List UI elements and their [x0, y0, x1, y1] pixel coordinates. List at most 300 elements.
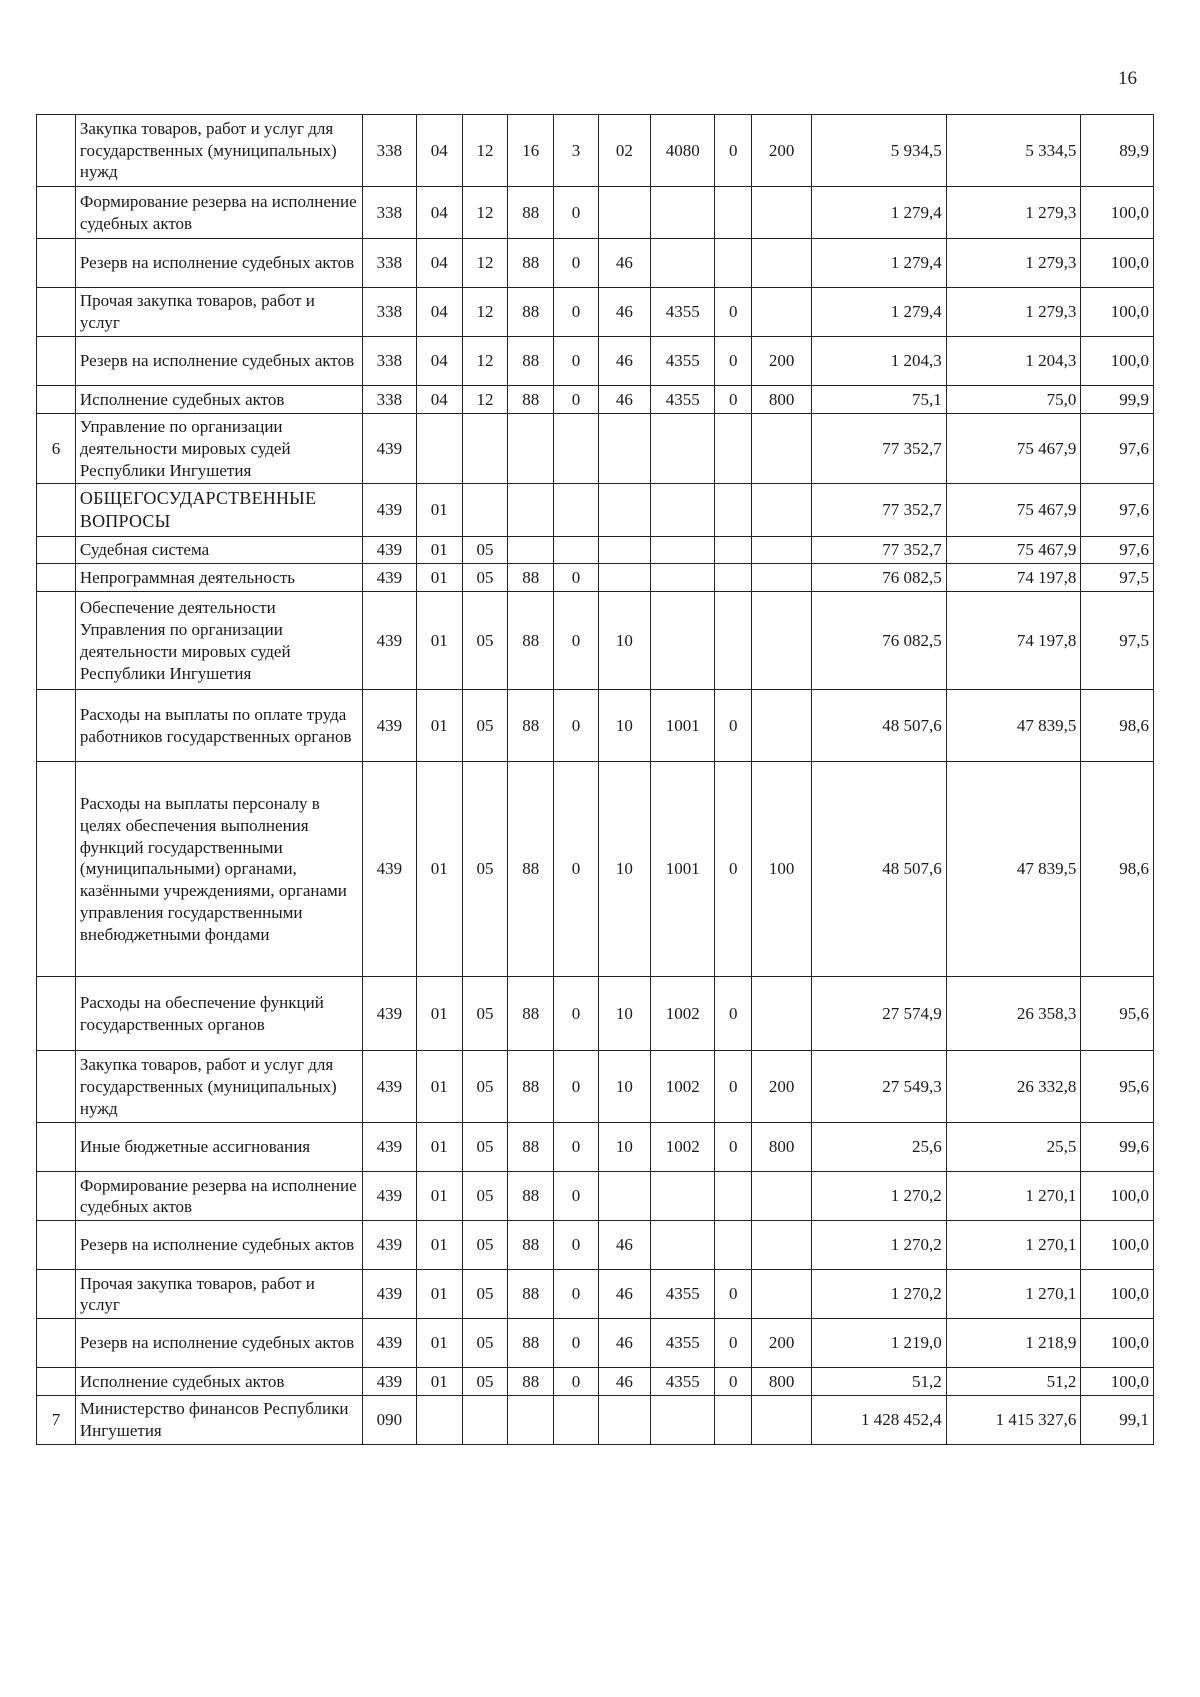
row-number — [37, 592, 76, 690]
row-number — [37, 1319, 76, 1368]
actual-amount: 1 279,3 — [946, 239, 1081, 288]
code-section — [416, 414, 462, 484]
planned-amount: 1 279,4 — [812, 187, 947, 239]
code-subprogram — [554, 1396, 598, 1445]
code-direction — [651, 239, 715, 288]
table-row — [37, 762, 1154, 977]
actual-amount: 26 332,8 — [946, 1051, 1081, 1123]
actual-amount: 74 197,8 — [946, 564, 1081, 592]
actual-amount: 1 270,1 — [946, 1221, 1081, 1270]
code-subsection: 05 — [462, 1172, 507, 1221]
actual-amount: 47 839,5 — [946, 762, 1081, 977]
code-expense-type — [752, 484, 812, 537]
actual-amount: 1 415 327,6 — [946, 1396, 1081, 1445]
item-name: Резерв на исполнение судебных актов — [75, 1221, 362, 1270]
table-row — [37, 1172, 1154, 1221]
code-chapter: 439 — [363, 1368, 417, 1396]
code-subprogram — [554, 484, 598, 537]
execution-percent: 98,6 — [1081, 762, 1154, 977]
code-activity: 10 — [598, 690, 651, 762]
code-chapter: 090 — [363, 1396, 417, 1445]
code-subsection: 05 — [462, 690, 507, 762]
code-expense-type — [752, 564, 812, 592]
table-row — [37, 690, 1154, 762]
code-expense-type — [752, 414, 812, 484]
code-subprogram: 0 — [554, 762, 598, 977]
actual-amount: 1 270,1 — [946, 1172, 1081, 1221]
code-program: 88 — [508, 1319, 554, 1368]
actual-amount: 75 467,9 — [946, 537, 1081, 564]
planned-amount: 51,2 — [812, 1368, 947, 1396]
code-program: 88 — [508, 386, 554, 414]
execution-percent: 100,0 — [1081, 1319, 1154, 1368]
planned-amount: 27 549,3 — [812, 1051, 947, 1123]
code-sub-direction — [715, 1221, 752, 1270]
table-row — [37, 977, 1154, 1051]
code-expense-type: 200 — [752, 337, 812, 386]
planned-amount: 1 279,4 — [812, 288, 947, 337]
table-row — [37, 1221, 1154, 1270]
code-expense-type — [752, 537, 812, 564]
execution-percent: 97,6 — [1081, 484, 1154, 537]
code-section: 04 — [416, 337, 462, 386]
code-section: 04 — [416, 288, 462, 337]
execution-percent: 99,1 — [1081, 1396, 1154, 1445]
planned-amount: 1 270,2 — [812, 1270, 947, 1319]
code-expense-type: 200 — [752, 115, 812, 187]
code-activity: 46 — [598, 1221, 651, 1270]
code-sub-direction: 0 — [715, 1319, 752, 1368]
code-subsection: 05 — [462, 1123, 507, 1172]
code-expense-type — [752, 690, 812, 762]
planned-amount: 5 934,5 — [812, 115, 947, 187]
item-name: Исполнение судебных актов — [75, 1368, 362, 1396]
code-direction: 4355 — [651, 337, 715, 386]
actual-amount: 75 467,9 — [946, 414, 1081, 484]
code-activity: 10 — [598, 1051, 651, 1123]
code-subprogram: 0 — [554, 1123, 598, 1172]
table-row — [37, 1368, 1154, 1396]
code-program: 88 — [508, 762, 554, 977]
code-section: 01 — [416, 564, 462, 592]
code-section: 04 — [416, 115, 462, 187]
code-sub-direction: 0 — [715, 288, 752, 337]
code-direction: 4080 — [651, 115, 715, 187]
code-chapter: 439 — [363, 1221, 417, 1270]
code-chapter: 439 — [363, 977, 417, 1051]
execution-percent: 99,9 — [1081, 386, 1154, 414]
code-direction: 4355 — [651, 1368, 715, 1396]
code-activity: 10 — [598, 1123, 651, 1172]
actual-amount: 1 279,3 — [946, 187, 1081, 239]
code-activity — [598, 1172, 651, 1221]
table-row — [37, 414, 1154, 484]
code-section: 01 — [416, 1319, 462, 1368]
execution-percent: 100,0 — [1081, 337, 1154, 386]
row-number — [37, 187, 76, 239]
code-subsection: 05 — [462, 1270, 507, 1319]
code-direction — [651, 414, 715, 484]
planned-amount: 1 270,2 — [812, 1221, 947, 1270]
code-expense-type — [752, 1172, 812, 1221]
actual-amount: 25,5 — [946, 1123, 1081, 1172]
code-program: 88 — [508, 690, 554, 762]
item-name: Резерв на исполнение судебных актов — [75, 1319, 362, 1368]
actual-amount: 51,2 — [946, 1368, 1081, 1396]
code-chapter: 439 — [363, 1270, 417, 1319]
code-sub-direction: 0 — [715, 1051, 752, 1123]
item-name: Управление по организации деятельности мировых судей Республики Ингушетия — [75, 414, 362, 484]
code-direction: 1002 — [651, 977, 715, 1051]
code-chapter: 338 — [363, 386, 417, 414]
item-name: Резерв на исполнение судебных актов — [75, 239, 362, 288]
code-activity — [598, 564, 651, 592]
code-subsection: 12 — [462, 288, 507, 337]
code-direction: 4355 — [651, 1270, 715, 1319]
code-activity — [598, 187, 651, 239]
execution-percent: 95,6 — [1081, 977, 1154, 1051]
code-chapter: 338 — [363, 337, 417, 386]
execution-percent: 100,0 — [1081, 239, 1154, 288]
code-chapter: 439 — [363, 592, 417, 690]
code-section: 01 — [416, 537, 462, 564]
code-activity: 46 — [598, 1270, 651, 1319]
row-number — [37, 1051, 76, 1123]
code-direction: 4355 — [651, 288, 715, 337]
code-direction — [651, 1172, 715, 1221]
row-number — [37, 977, 76, 1051]
code-section: 01 — [416, 1270, 462, 1319]
code-chapter: 338 — [363, 115, 417, 187]
table-body — [37, 115, 1154, 1445]
code-program: 88 — [508, 1221, 554, 1270]
code-subsection: 05 — [462, 564, 507, 592]
item-name: Расходы на обеспечение функций государственных органов — [75, 977, 362, 1051]
item-name: ОБЩЕГОСУДАРСТВЕННЫЕ ВОПРОСЫ — [75, 484, 362, 537]
table-row — [37, 592, 1154, 690]
row-number — [37, 564, 76, 592]
code-sub-direction: 0 — [715, 1368, 752, 1396]
code-sub-direction — [715, 187, 752, 239]
code-activity: 46 — [598, 386, 651, 414]
row-number — [37, 762, 76, 977]
code-activity: 46 — [598, 239, 651, 288]
code-direction — [651, 1221, 715, 1270]
code-direction — [651, 537, 715, 564]
code-subprogram: 0 — [554, 187, 598, 239]
row-number — [37, 115, 76, 187]
code-subprogram: 0 — [554, 288, 598, 337]
code-direction: 1002 — [651, 1123, 715, 1172]
code-subsection: 05 — [462, 762, 507, 977]
table-row — [37, 1270, 1154, 1319]
code-direction: 4355 — [651, 1319, 715, 1368]
code-section: 01 — [416, 1221, 462, 1270]
row-number: 7 — [37, 1396, 76, 1445]
code-chapter: 439 — [363, 484, 417, 537]
execution-percent: 100,0 — [1081, 1221, 1154, 1270]
code-subprogram: 0 — [554, 1172, 598, 1221]
code-expense-type — [752, 288, 812, 337]
code-chapter: 338 — [363, 239, 417, 288]
actual-amount: 26 358,3 — [946, 977, 1081, 1051]
code-chapter: 439 — [363, 690, 417, 762]
code-direction — [651, 187, 715, 239]
table-row — [37, 337, 1154, 386]
execution-percent: 100,0 — [1081, 1270, 1154, 1319]
code-expense-type: 800 — [752, 386, 812, 414]
code-section: 01 — [416, 690, 462, 762]
code-sub-direction — [715, 1172, 752, 1221]
planned-amount: 1 428 452,4 — [812, 1396, 947, 1445]
code-subsection: 12 — [462, 386, 507, 414]
code-sub-direction: 0 — [715, 386, 752, 414]
row-number — [37, 239, 76, 288]
code-activity — [598, 484, 651, 537]
item-name: Обеспечение деятельности Управления по организации деятельности мировых судей Республики Ингушетия — [75, 592, 362, 690]
execution-percent: 99,6 — [1081, 1123, 1154, 1172]
code-subprogram: 0 — [554, 386, 598, 414]
item-name: Иные бюджетные ассигнования — [75, 1123, 362, 1172]
table-row — [37, 1319, 1154, 1368]
code-expense-type — [752, 1270, 812, 1319]
item-name: Закупка товаров, работ и услуг для государственных (муниципальных) нужд — [75, 1051, 362, 1123]
code-section: 04 — [416, 239, 462, 288]
code-subprogram: 0 — [554, 564, 598, 592]
execution-percent: 100,0 — [1081, 1368, 1154, 1396]
code-section: 01 — [416, 762, 462, 977]
code-section — [416, 1396, 462, 1445]
code-expense-type: 200 — [752, 1051, 812, 1123]
code-subsection: 12 — [462, 115, 507, 187]
code-subprogram: 0 — [554, 977, 598, 1051]
code-subprogram: 0 — [554, 1270, 598, 1319]
code-program: 88 — [508, 288, 554, 337]
row-number — [37, 1368, 76, 1396]
planned-amount: 77 352,7 — [812, 537, 947, 564]
item-name: Расходы на выплаты персоналу в целях обеспечения выполнения функций государственными (муниципальными) органами, казёнными учреждениями, органами управления государственными внебюджетными фондами — [75, 762, 362, 977]
code-program — [508, 484, 554, 537]
item-name: Резерв на исполнение судебных актов — [75, 337, 362, 386]
planned-amount: 76 082,5 — [812, 592, 947, 690]
planned-amount: 48 507,6 — [812, 762, 947, 977]
execution-percent: 98,6 — [1081, 690, 1154, 762]
planned-amount: 25,6 — [812, 1123, 947, 1172]
code-program: 16 — [508, 115, 554, 187]
code-chapter: 439 — [363, 1123, 417, 1172]
code-activity: 46 — [598, 1368, 651, 1396]
table-row — [37, 537, 1154, 564]
item-name: Расходы на выплаты по оплате труда работников государственных органов — [75, 690, 362, 762]
code-chapter: 439 — [363, 1051, 417, 1123]
code-subprogram — [554, 537, 598, 564]
item-name: Прочая закупка товаров, работ и услуг — [75, 288, 362, 337]
code-subprogram — [554, 414, 598, 484]
code-direction — [651, 564, 715, 592]
code-subprogram: 0 — [554, 1221, 598, 1270]
code-sub-direction — [715, 564, 752, 592]
code-subsection: 05 — [462, 537, 507, 564]
table-row — [37, 239, 1154, 288]
code-chapter: 439 — [363, 1319, 417, 1368]
actual-amount: 1 279,3 — [946, 288, 1081, 337]
item-name: Закупка товаров, работ и услуг для государственных (муниципальных) нужд — [75, 115, 362, 187]
code-program: 88 — [508, 1051, 554, 1123]
planned-amount: 48 507,6 — [812, 690, 947, 762]
row-number — [37, 1172, 76, 1221]
code-chapter: 439 — [363, 762, 417, 977]
code-subsection: 12 — [462, 239, 507, 288]
actual-amount: 1 270,1 — [946, 1270, 1081, 1319]
row-number: 6 — [37, 414, 76, 484]
execution-percent: 100,0 — [1081, 1172, 1154, 1221]
code-section: 01 — [416, 1172, 462, 1221]
code-subsection: 05 — [462, 592, 507, 690]
planned-amount: 1 279,4 — [812, 239, 947, 288]
code-program: 88 — [508, 977, 554, 1051]
code-section: 04 — [416, 386, 462, 414]
code-section: 04 — [416, 187, 462, 239]
code-chapter: 338 — [363, 288, 417, 337]
code-program — [508, 537, 554, 564]
code-chapter: 439 — [363, 414, 417, 484]
code-subprogram: 0 — [554, 337, 598, 386]
execution-percent: 97,5 — [1081, 592, 1154, 690]
code-subsection: 05 — [462, 1051, 507, 1123]
row-number — [37, 1270, 76, 1319]
execution-percent: 97,5 — [1081, 564, 1154, 592]
code-subprogram: 0 — [554, 1368, 598, 1396]
code-subprogram: 0 — [554, 592, 598, 690]
code-subsection — [462, 414, 507, 484]
item-name: Формирование резерва на исполнение судебных актов — [75, 187, 362, 239]
code-subprogram: 3 — [554, 115, 598, 187]
planned-amount: 75,1 — [812, 386, 947, 414]
code-chapter: 338 — [363, 187, 417, 239]
table-row — [37, 1123, 1154, 1172]
code-subsection: 05 — [462, 1319, 507, 1368]
code-expense-type: 800 — [752, 1123, 812, 1172]
row-number — [37, 386, 76, 414]
code-section: 01 — [416, 1051, 462, 1123]
code-subprogram: 0 — [554, 1051, 598, 1123]
code-sub-direction — [715, 537, 752, 564]
code-subsection — [462, 1396, 507, 1445]
code-program: 88 — [508, 239, 554, 288]
table-row — [37, 484, 1154, 537]
execution-percent: 97,6 — [1081, 414, 1154, 484]
code-expense-type — [752, 187, 812, 239]
code-sub-direction — [715, 239, 752, 288]
budget-table — [36, 114, 1154, 1445]
code-chapter: 439 — [363, 564, 417, 592]
actual-amount: 47 839,5 — [946, 690, 1081, 762]
row-number — [37, 484, 76, 537]
table-row — [37, 564, 1154, 592]
code-expense-type: 200 — [752, 1319, 812, 1368]
code-sub-direction: 0 — [715, 1270, 752, 1319]
actual-amount: 75 467,9 — [946, 484, 1081, 537]
code-activity: 46 — [598, 1319, 651, 1368]
row-number — [37, 1123, 76, 1172]
code-expense-type: 800 — [752, 1368, 812, 1396]
code-program: 88 — [508, 592, 554, 690]
code-program: 88 — [508, 1368, 554, 1396]
item-name: Министерство финансов Республики Ингушетия — [75, 1396, 362, 1445]
code-sub-direction — [715, 414, 752, 484]
code-section: 01 — [416, 977, 462, 1051]
actual-amount: 5 334,5 — [946, 115, 1081, 187]
table-row — [37, 1051, 1154, 1123]
code-activity — [598, 1396, 651, 1445]
code-expense-type: 100 — [752, 762, 812, 977]
code-sub-direction: 0 — [715, 690, 752, 762]
planned-amount: 1 219,0 — [812, 1319, 947, 1368]
code-program: 88 — [508, 1270, 554, 1319]
code-chapter: 439 — [363, 537, 417, 564]
code-direction: 1001 — [651, 762, 715, 977]
row-number — [37, 1221, 76, 1270]
item-name: Прочая закупка товаров, работ и услуг — [75, 1270, 362, 1319]
code-sub-direction — [715, 484, 752, 537]
execution-percent: 97,6 — [1081, 537, 1154, 564]
code-direction: 1001 — [651, 690, 715, 762]
code-section: 01 — [416, 484, 462, 537]
code-activity: 10 — [598, 762, 651, 977]
code-sub-direction: 0 — [715, 762, 752, 977]
code-subsection: 12 — [462, 187, 507, 239]
code-direction: 4355 — [651, 386, 715, 414]
actual-amount: 74 197,8 — [946, 592, 1081, 690]
execution-percent: 100,0 — [1081, 187, 1154, 239]
code-program: 88 — [508, 187, 554, 239]
item-name: Непрограммная деятельность — [75, 564, 362, 592]
code-sub-direction: 0 — [715, 977, 752, 1051]
actual-amount: 75,0 — [946, 386, 1081, 414]
code-subsection — [462, 484, 507, 537]
code-section: 01 — [416, 1123, 462, 1172]
code-subsection: 12 — [462, 337, 507, 386]
code-sub-direction: 0 — [715, 1123, 752, 1172]
code-activity: 46 — [598, 337, 651, 386]
code-direction — [651, 484, 715, 537]
code-subsection: 05 — [462, 1368, 507, 1396]
code-sub-direction — [715, 1396, 752, 1445]
code-expense-type — [752, 239, 812, 288]
code-subsection: 05 — [462, 1221, 507, 1270]
table-row — [37, 288, 1154, 337]
code-subprogram: 0 — [554, 690, 598, 762]
code-activity: 02 — [598, 115, 651, 187]
code-section: 01 — [416, 1368, 462, 1396]
execution-percent: 95,6 — [1081, 1051, 1154, 1123]
code-activity — [598, 537, 651, 564]
code-activity — [598, 414, 651, 484]
planned-amount: 76 082,5 — [812, 564, 947, 592]
code-expense-type — [752, 1221, 812, 1270]
code-subsection: 05 — [462, 977, 507, 1051]
actual-amount: 1 218,9 — [946, 1319, 1081, 1368]
execution-percent: 89,9 — [1081, 115, 1154, 187]
code-direction: 1002 — [651, 1051, 715, 1123]
code-subprogram: 0 — [554, 239, 598, 288]
item-name: Формирование резерва на исполнение судебных актов — [75, 1172, 362, 1221]
planned-amount: 1 270,2 — [812, 1172, 947, 1221]
code-chapter: 439 — [363, 1172, 417, 1221]
code-sub-direction — [715, 592, 752, 690]
code-expense-type — [752, 1396, 812, 1445]
code-program: 88 — [508, 337, 554, 386]
